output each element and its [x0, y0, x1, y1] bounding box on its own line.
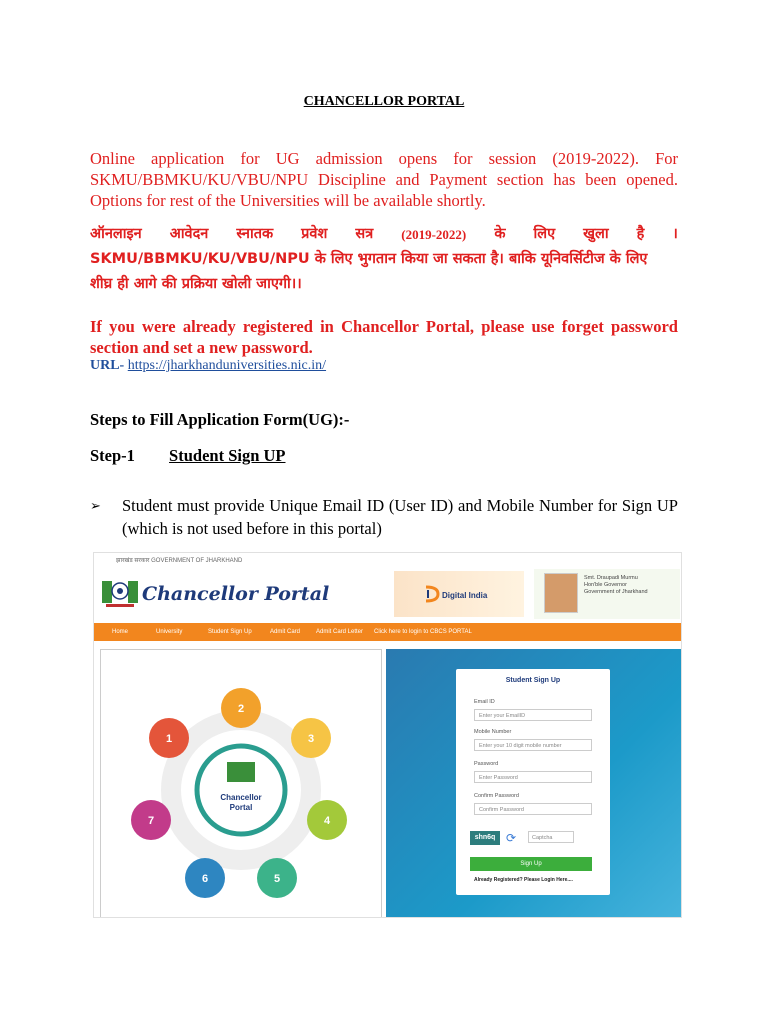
- process-wheel-graphic: [101, 650, 381, 918]
- nav-cbcs-login[interactable]: Click here to login to CBCS PORTAL: [374, 629, 472, 635]
- portal-logo-text: Chancellor Portal: [142, 583, 330, 605]
- governor-title: Hon'ble Governor: [584, 582, 627, 588]
- digital-india-text: Digital India: [442, 591, 488, 600]
- wheel-logo-icon: [227, 762, 255, 782]
- hindi-word: है: [636, 226, 645, 242]
- hindi-word: लिए: [533, 226, 556, 242]
- bullet-item: [90, 494, 678, 540]
- password-notice: If you were already registered in Chancellor Portal, please use forget password section and set a new password.: [90, 317, 678, 357]
- refresh-captcha-icon[interactable]: ⟳: [506, 831, 517, 845]
- governor-text: [584, 575, 648, 596]
- portal-screenshot: [93, 552, 682, 918]
- wheel-number: 7: [147, 815, 155, 827]
- nav-student-signup[interactable]: Student Sign Up: [208, 629, 252, 635]
- signup-form-card: [456, 669, 610, 895]
- hindi-word: खुला: [583, 226, 609, 242]
- signup-panel: [386, 649, 681, 917]
- email-label: Email ID: [474, 699, 495, 705]
- confirm-password-field[interactable]: Confirm Password: [474, 803, 592, 815]
- url-line: [90, 358, 326, 374]
- wheel-number: 4: [323, 815, 331, 827]
- step1-label: Step-1: [90, 446, 135, 465]
- captcha-image: shn6q: [470, 831, 500, 845]
- steps-heading: Steps to Fill Application Form(UG):-: [90, 410, 350, 429]
- password-field[interactable]: Enter Password: [474, 771, 592, 783]
- login-link[interactable]: Already Registered? Please Login Here....: [474, 877, 573, 883]
- wheel-center-line1: Chancellor: [220, 793, 262, 802]
- hindi-line-3: शीघ्र ही आगे की प्रक्रिया खोली जाएगी।।: [90, 276, 302, 292]
- governor-photo: [544, 573, 578, 613]
- governor-panel: [534, 569, 680, 619]
- url-label: URL-: [90, 358, 125, 373]
- wheel-number: 5: [273, 873, 281, 885]
- wheel-center-line2: Portal: [229, 803, 253, 812]
- nav-admit-card[interactable]: Admit Card: [270, 629, 301, 635]
- mobile-field[interactable]: Enter your 10 digit mobile number: [474, 739, 592, 751]
- governor-name: Smt. Draupadi Murmu: [584, 575, 638, 581]
- hindi-announcement: [90, 222, 678, 297]
- mobile-label: Mobile Number: [474, 729, 512, 735]
- hindi-word: सत्र: [355, 226, 374, 242]
- captcha-input[interactable]: Captcha: [528, 831, 574, 843]
- digital-india-banner: [394, 571, 524, 617]
- wheel-number: 3: [307, 733, 315, 745]
- nav-admit-card-letter[interactable]: Admit Card Letter: [316, 629, 364, 635]
- wheel-number: 1: [165, 733, 173, 745]
- hindi-word: प्रवेश: [301, 226, 328, 242]
- wheel-number: 2: [237, 703, 245, 715]
- bullet-text: Student must provide Unique Email ID (User ID) and Mobile Number for Sign UP (which is not used before in this portal): [122, 496, 678, 538]
- hindi-session: (2019-2022): [401, 227, 467, 242]
- governor-org: Government of Jharkhand: [584, 589, 648, 595]
- process-wheel-panel: [100, 649, 382, 918]
- portal-nav-bar: [94, 623, 681, 641]
- password-label: Password: [474, 761, 499, 767]
- portal-url-link[interactable]: https://jharkhanduniversities.nic.in/: [127, 358, 327, 373]
- hindi-word: स्नातक: [236, 226, 274, 242]
- hindi-word: आवेदन: [169, 226, 209, 242]
- wheel-number: 6: [201, 873, 209, 885]
- arrow-bullet-icon: ➢: [90, 498, 101, 513]
- nav-university[interactable]: University: [156, 629, 183, 635]
- government-strip-text: झारखंड सरकार GOVERNMENT OF JHARKHAND: [116, 558, 243, 564]
- hindi-line-1: [90, 222, 678, 247]
- signup-button[interactable]: Sign Up: [470, 857, 592, 871]
- document-title: CHANCELLOR PORTAL: [303, 94, 465, 109]
- hindi-line-2: SKMU/BBMKU/KU/VBU/NPU के लिए भुगतान किया जा सकता है। बाकि यूनिवर्सिटीज के लिए: [90, 251, 648, 267]
- portal-header: [94, 565, 681, 623]
- email-field[interactable]: Enter your EmailID: [474, 709, 592, 721]
- announcement-paragraph: Online application for UG admission opens for session (2019-2022). For SKMU/BBMKU/KU/VBU/NPU Discipline and Payment section has been opened. Options for rest of the Universities will be available shortly.: [90, 149, 678, 210]
- hindi-word: ।: [672, 226, 678, 242]
- step1-heading: [90, 446, 286, 466]
- jharkhand-logo-icon: [100, 579, 140, 609]
- nav-home[interactable]: Home: [112, 629, 129, 635]
- confirm-password-label: Confirm Password: [474, 793, 519, 799]
- hindi-word: ऑनलाइन: [90, 226, 142, 242]
- signup-form-title: Student Sign Up: [505, 677, 561, 684]
- step1-name: Student Sign UP: [169, 446, 286, 465]
- hindi-word: के: [494, 226, 506, 242]
- digital-india-logo-icon: [424, 585, 440, 603]
